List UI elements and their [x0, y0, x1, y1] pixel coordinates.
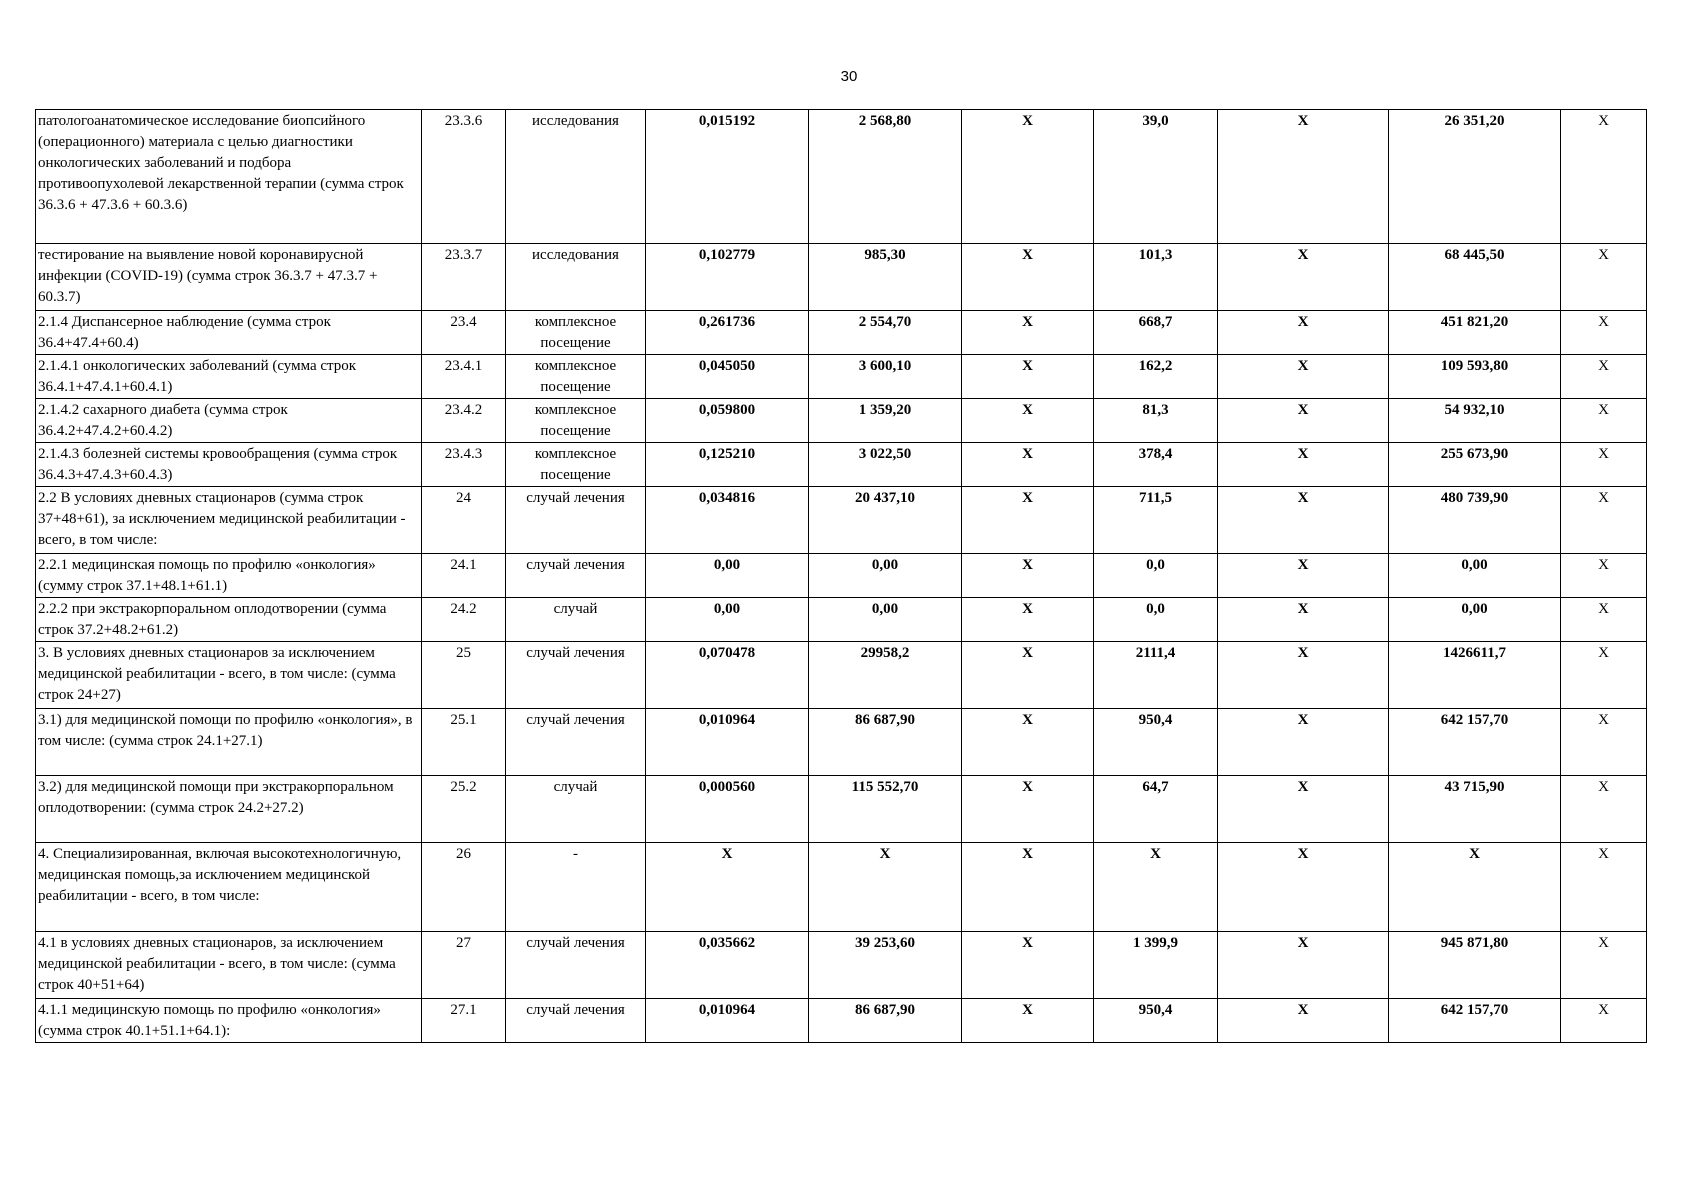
row-unit: случай лечения [506, 999, 646, 1043]
row-value-8: X [1218, 709, 1389, 776]
row-value-8: X [1218, 642, 1389, 709]
row-code: 24 [422, 487, 506, 554]
row-value-5: 0,00 [809, 554, 962, 598]
row-value-8: X [1218, 399, 1389, 443]
row-value-9: 0,00 [1389, 554, 1561, 598]
row-value-9: X [1389, 843, 1561, 932]
row-value-10: X [1561, 598, 1647, 642]
row-code: 23.4.1 [422, 355, 506, 399]
row-value-9: 0,00 [1389, 598, 1561, 642]
row-code: 25.1 [422, 709, 506, 776]
row-value-4: 0,00 [646, 554, 809, 598]
row-unit: - [506, 843, 646, 932]
row-value-8: X [1218, 843, 1389, 932]
table-row [36, 311, 1647, 355]
row-code: 23.4 [422, 311, 506, 355]
row-value-8: X [1218, 776, 1389, 843]
row-value-9: 255 673,90 [1389, 443, 1561, 487]
row-value-7: 378,4 [1094, 443, 1218, 487]
row-value-5: 0,00 [809, 598, 962, 642]
row-value-9: 451 821,20 [1389, 311, 1561, 355]
row-value-5: 985,30 [809, 244, 962, 311]
row-unit: случай [506, 776, 646, 843]
table-row [36, 642, 1647, 709]
row-value-6: X [962, 843, 1094, 932]
row-value-5: 20 437,10 [809, 487, 962, 554]
row-unit: случай лечения [506, 709, 646, 776]
row-code: 24.2 [422, 598, 506, 642]
row-value-8: X [1218, 932, 1389, 999]
row-value-9: 43 715,90 [1389, 776, 1561, 843]
row-name: 2.1.4 Диспансерное наблюдение (сумма строк 36.4+47.4+60.4) [36, 311, 422, 355]
row-code: 23.3.6 [422, 110, 506, 244]
row-value-7: 950,4 [1094, 999, 1218, 1043]
row-value-10: X [1561, 776, 1647, 843]
row-value-10: X [1561, 311, 1647, 355]
data-table [35, 109, 1647, 1043]
row-value-7: 0,0 [1094, 554, 1218, 598]
table-row [36, 443, 1647, 487]
row-code: 25.2 [422, 776, 506, 843]
row-code: 27 [422, 932, 506, 999]
row-value-4: 0,000560 [646, 776, 809, 843]
row-value-7: 950,4 [1094, 709, 1218, 776]
row-value-7: 81,3 [1094, 399, 1218, 443]
row-value-6: X [962, 554, 1094, 598]
row-code: 26 [422, 843, 506, 932]
row-value-4: 0,034816 [646, 487, 809, 554]
row-value-5: 3 600,10 [809, 355, 962, 399]
table-row [36, 709, 1647, 776]
row-value-6: X [962, 244, 1094, 311]
row-name: 3.1) для медицинской помощи по профилю «онкология», в том числе: (сумма строк 24.1+27.1) [36, 709, 422, 776]
row-value-8: X [1218, 598, 1389, 642]
row-code: 25 [422, 642, 506, 709]
row-value-7: 39,0 [1094, 110, 1218, 244]
row-value-8: X [1218, 311, 1389, 355]
row-code: 23.3.7 [422, 244, 506, 311]
row-value-10: X [1561, 709, 1647, 776]
row-value-6: X [962, 776, 1094, 843]
row-value-6: X [962, 110, 1094, 244]
row-value-9: 68 445,50 [1389, 244, 1561, 311]
row-name: 2.1.4.2 сахарного диабета (сумма строк 36.4.2+47.4.2+60.4.2) [36, 399, 422, 443]
row-value-5: 2 568,80 [809, 110, 962, 244]
row-name: 2.1.4.1 онкологических заболеваний (сумма строк 36.4.1+47.4.1+60.4.1) [36, 355, 422, 399]
row-value-7: 101,3 [1094, 244, 1218, 311]
row-unit: случай [506, 598, 646, 642]
table-row [36, 776, 1647, 843]
row-value-7: X [1094, 843, 1218, 932]
row-name: 4.1.1 медицинскую помощь по профилю «онкология» (сумма строк 40.1+51.1+64.1): [36, 999, 422, 1043]
table-row [36, 355, 1647, 399]
row-unit: комплексное посещение [506, 443, 646, 487]
row-name: патологоанатомическое исследование биопсийного (операционного) материала с целью диагностики онкологических заболеваний и подбора противоопухолевой лекарственной терапии (сумма строк 36.3.6 + 47.3.6 + 60.3.6) [36, 110, 422, 244]
row-unit: случай лечения [506, 487, 646, 554]
row-value-5: 2 554,70 [809, 311, 962, 355]
row-code: 27.1 [422, 999, 506, 1043]
row-value-9: 642 157,70 [1389, 999, 1561, 1043]
row-name: 3. В условиях дневных стационаров за исключением медицинской реабилитации - всего, в том числе: (сумма строк 24+27) [36, 642, 422, 709]
row-value-6: X [962, 598, 1094, 642]
row-value-4: X [646, 843, 809, 932]
row-value-10: X [1561, 355, 1647, 399]
table-row [36, 598, 1647, 642]
row-name: 2.2 В условиях дневных стационаров (сумма строк 37+48+61), за исключением медицинской реабилитации - всего, в том числе: [36, 487, 422, 554]
row-value-7: 162,2 [1094, 355, 1218, 399]
row-value-9: 945 871,80 [1389, 932, 1561, 999]
row-name: 4.1 в условиях дневных стационаров, за исключением медицинской реабилитации - всего, в том числе: (сумма строк 40+51+64) [36, 932, 422, 999]
row-value-9: 54 932,10 [1389, 399, 1561, 443]
row-value-7: 0,0 [1094, 598, 1218, 642]
row-value-4: 0,045050 [646, 355, 809, 399]
row-value-9: 1426611,7 [1389, 642, 1561, 709]
row-value-4: 0,059800 [646, 399, 809, 443]
row-value-9: 642 157,70 [1389, 709, 1561, 776]
row-value-6: X [962, 642, 1094, 709]
row-name: 4. Специализированная, включая высокотехнологичную, медицинская помощь,за исключением медицинской реабилитации - всего, в том числе: [36, 843, 422, 932]
row-name: 2.2.2 при экстракорпоральном оплодотворении (сумма строк 37.2+48.2+61.2) [36, 598, 422, 642]
row-value-7: 1 399,9 [1094, 932, 1218, 999]
row-value-10: X [1561, 487, 1647, 554]
row-value-5: 29958,2 [809, 642, 962, 709]
row-value-8: X [1218, 355, 1389, 399]
row-unit: исследования [506, 110, 646, 244]
row-value-8: X [1218, 443, 1389, 487]
row-value-10: X [1561, 443, 1647, 487]
row-name: 3.2) для медицинской помощи при экстракорпоральном оплодотворении: (сумма строк 24.2+27.2) [36, 776, 422, 843]
table-row [36, 999, 1647, 1043]
row-value-4: 0,070478 [646, 642, 809, 709]
row-unit: комплексное посещение [506, 311, 646, 355]
row-value-7: 668,7 [1094, 311, 1218, 355]
row-code: 23.4.2 [422, 399, 506, 443]
row-value-8: X [1218, 487, 1389, 554]
table-row [36, 244, 1647, 311]
row-unit: случай лечения [506, 932, 646, 999]
row-value-5: 86 687,90 [809, 999, 962, 1043]
row-value-4: 0,00 [646, 598, 809, 642]
row-value-8: X [1218, 110, 1389, 244]
row-unit: комплексное посещение [506, 399, 646, 443]
row-value-4: 0,035662 [646, 932, 809, 999]
row-value-10: X [1561, 843, 1647, 932]
row-value-6: X [962, 487, 1094, 554]
row-value-5: 3 022,50 [809, 443, 962, 487]
row-value-10: X [1561, 642, 1647, 709]
row-value-5: X [809, 843, 962, 932]
row-value-8: X [1218, 554, 1389, 598]
row-value-8: X [1218, 244, 1389, 311]
row-value-5: 1 359,20 [809, 399, 962, 443]
row-value-6: X [962, 355, 1094, 399]
row-value-10: X [1561, 110, 1647, 244]
row-value-4: 0,015192 [646, 110, 809, 244]
table-row [36, 110, 1647, 244]
row-name: 2.2.1 медицинская помощь по профилю «онкология» (сумму строк 37.1+48.1+61.1) [36, 554, 422, 598]
row-value-6: X [962, 932, 1094, 999]
row-value-7: 711,5 [1094, 487, 1218, 554]
row-value-9: 109 593,80 [1389, 355, 1561, 399]
row-value-4: 0,125210 [646, 443, 809, 487]
row-unit: исследования [506, 244, 646, 311]
table-row [36, 487, 1647, 554]
row-unit: случай лечения [506, 554, 646, 598]
table-row [36, 843, 1647, 932]
row-value-5: 115 552,70 [809, 776, 962, 843]
row-value-10: X [1561, 244, 1647, 311]
row-value-6: X [962, 443, 1094, 487]
row-value-10: X [1561, 999, 1647, 1043]
row-value-4: 0,010964 [646, 709, 809, 776]
row-value-10: X [1561, 399, 1647, 443]
row-value-6: X [962, 709, 1094, 776]
row-unit: случай лечения [506, 642, 646, 709]
row-value-10: X [1561, 932, 1647, 999]
table-row [36, 399, 1647, 443]
row-value-5: 86 687,90 [809, 709, 962, 776]
table-row [36, 554, 1647, 598]
table-row [36, 932, 1647, 999]
row-unit: комплексное посещение [506, 355, 646, 399]
row-value-6: X [962, 999, 1094, 1043]
row-value-7: 64,7 [1094, 776, 1218, 843]
row-value-7: 2111,4 [1094, 642, 1218, 709]
row-value-4: 0,102779 [646, 244, 809, 311]
row-value-10: X [1561, 554, 1647, 598]
row-value-5: 39 253,60 [809, 932, 962, 999]
row-name: тестирование на выявление новой коронавирусной инфекции (COVID-19) (сумма строк 36.3.7 + 47.3.7 + 60.3.7) [36, 244, 422, 311]
row-name: 2.1.4.3 болезней системы кровообращения (сумма строк 36.4.3+47.4.3+60.4.3) [36, 443, 422, 487]
row-value-6: X [962, 399, 1094, 443]
row-value-4: 0,261736 [646, 311, 809, 355]
row-value-6: X [962, 311, 1094, 355]
row-value-8: X [1218, 999, 1389, 1043]
row-code: 23.4.3 [422, 443, 506, 487]
row-value-9: 26 351,20 [1389, 110, 1561, 244]
row-value-9: 480 739,90 [1389, 487, 1561, 554]
page-number: 30 [840, 68, 858, 85]
row-code: 24.1 [422, 554, 506, 598]
row-value-4: 0,010964 [646, 999, 809, 1043]
